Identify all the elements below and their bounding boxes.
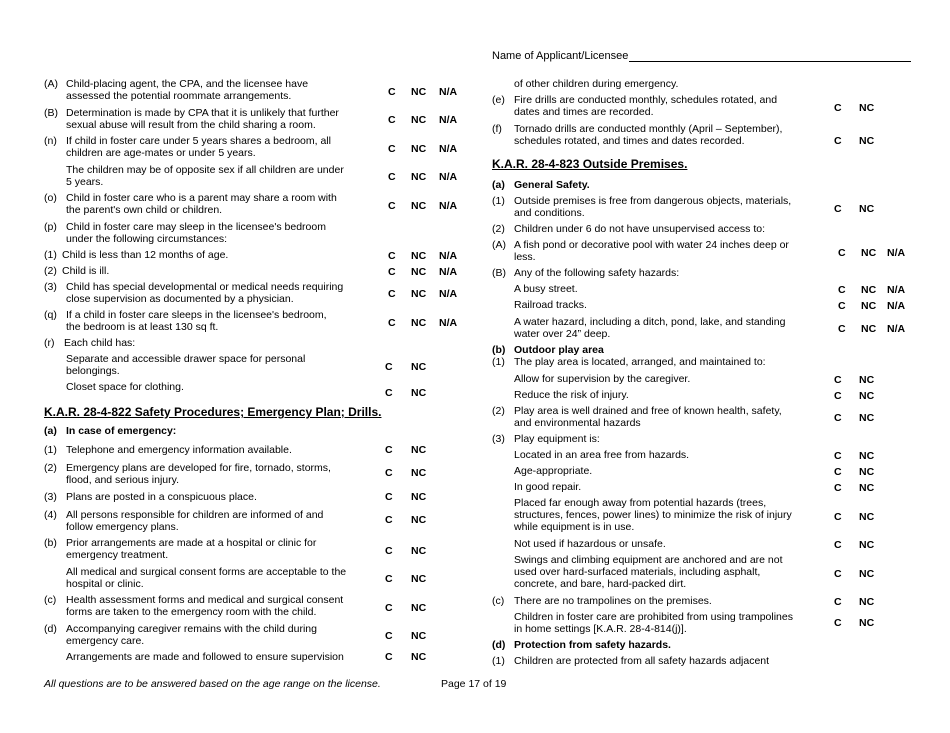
mark-nc[interactable]: NC — [411, 86, 427, 98]
mark-nc[interactable]: NC — [859, 412, 875, 424]
mark-c[interactable]: C — [834, 539, 842, 551]
mark-nc[interactable]: NC — [411, 143, 427, 155]
mark-c[interactable]: C — [385, 467, 393, 479]
mark-nc[interactable]: NC — [411, 630, 427, 642]
mark-nc[interactable]: NC — [411, 573, 427, 585]
mark-nc[interactable]: NC — [411, 491, 427, 503]
mark-nc[interactable]: NC — [411, 361, 427, 373]
mark-c[interactable]: C — [388, 288, 396, 300]
mark-nc[interactable]: NC — [411, 200, 427, 212]
mark-c[interactable]: C — [388, 250, 396, 262]
mark-nc[interactable]: NC — [411, 171, 427, 183]
mark-nc[interactable]: NC — [411, 250, 427, 262]
mark-na[interactable]: N/A — [439, 171, 458, 183]
mark-c[interactable]: C — [385, 444, 393, 456]
mark-c[interactable]: C — [388, 143, 396, 155]
subheading-protection: Protection from safety hazards. — [514, 639, 671, 651]
mark-c[interactable]: C — [838, 323, 846, 335]
subheading-a-text: In case of emergency: — [66, 425, 177, 437]
mark-na[interactable]: N/A — [887, 300, 906, 312]
mark-c[interactable]: C — [388, 114, 396, 126]
mark-c[interactable]: C — [385, 573, 393, 585]
mark-nc[interactable]: NC — [411, 602, 427, 614]
mark-c[interactable]: C — [385, 387, 393, 399]
mark-na[interactable]: N/A — [439, 288, 458, 300]
mark-c[interactable]: C — [838, 300, 846, 312]
mark-c[interactable]: C — [385, 630, 393, 642]
mark-na[interactable]: N/A — [439, 143, 458, 155]
mark-nc[interactable]: NC — [859, 511, 875, 523]
mark-nc[interactable]: NC — [859, 374, 875, 386]
subheading-outdoor-play: Outdoor play area — [514, 344, 604, 356]
mark-nc[interactable]: NC — [859, 450, 875, 462]
mark-na[interactable]: N/A — [439, 317, 458, 329]
mark-c[interactable]: C — [834, 466, 842, 478]
mark-na[interactable]: N/A — [439, 200, 458, 212]
mark-na[interactable]: N/A — [439, 86, 458, 98]
section-heading-823: K.A.R. 28-4-823 Outside Premises. — [492, 157, 688, 171]
mark-c[interactable]: C — [834, 203, 842, 215]
mark-nc[interactable]: NC — [411, 444, 427, 456]
mark-nc[interactable]: NC — [861, 284, 877, 296]
mark-c[interactable]: C — [838, 284, 846, 296]
mark-nc[interactable]: NC — [859, 617, 875, 629]
mark-c[interactable]: C — [385, 651, 393, 663]
mark-c[interactable]: C — [834, 482, 842, 494]
mark-c[interactable]: C — [834, 135, 842, 147]
mark-nc[interactable]: NC — [859, 482, 875, 494]
subheading-general-safety-label: (a) — [492, 179, 505, 191]
mark-c[interactable]: C — [388, 266, 396, 278]
applicant-label: Name of Applicant/Licensee — [492, 50, 629, 62]
subheading-a: (a) — [44, 425, 57, 437]
mark-c[interactable]: C — [388, 86, 396, 98]
mark-nc[interactable]: NC — [859, 466, 875, 478]
mark-nc[interactable]: NC — [411, 514, 427, 526]
mark-c[interactable]: C — [834, 412, 842, 424]
mark-nc[interactable]: NC — [859, 596, 875, 608]
mark-c[interactable]: C — [388, 200, 396, 212]
mark-c[interactable]: C — [834, 511, 842, 523]
mark-nc[interactable]: NC — [859, 102, 875, 114]
mark-nc[interactable]: NC — [861, 247, 877, 259]
mark-c[interactable]: C — [388, 171, 396, 183]
mark-c[interactable]: C — [385, 361, 393, 373]
mark-nc[interactable]: NC — [859, 135, 875, 147]
mark-c[interactable]: C — [385, 514, 393, 526]
mark-nc[interactable]: NC — [411, 651, 427, 663]
mark-na[interactable]: N/A — [887, 247, 906, 259]
mark-c[interactable]: C — [834, 102, 842, 114]
mark-c[interactable]: C — [834, 450, 842, 462]
mark-c[interactable]: C — [385, 545, 393, 557]
mark-c[interactable]: C — [834, 390, 842, 402]
page-number: Page 17 of 19 — [441, 678, 507, 690]
mark-nc[interactable]: NC — [861, 300, 877, 312]
mark-c[interactable]: C — [385, 602, 393, 614]
section-heading-822: K.A.R. 28-4-822 Safety Procedures; Emergency Plan; Drills. — [44, 405, 382, 419]
mark-nc[interactable]: NC — [411, 317, 427, 329]
mark-c[interactable]: C — [388, 317, 396, 329]
mark-nc[interactable]: NC — [859, 539, 875, 551]
mark-nc[interactable]: NC — [411, 545, 427, 557]
mark-nc[interactable]: NC — [859, 390, 875, 402]
mark-nc[interactable]: NC — [411, 387, 427, 399]
mark-na[interactable]: N/A — [439, 250, 458, 262]
mark-nc[interactable]: NC — [411, 467, 427, 479]
applicant-name-field — [492, 50, 911, 62]
mark-na[interactable]: N/A — [887, 284, 906, 296]
applicant-name-line[interactable] — [629, 51, 911, 62]
subheading-protection-label: (d) — [492, 639, 506, 651]
mark-nc[interactable]: NC — [411, 288, 427, 300]
mark-c[interactable]: C — [834, 617, 842, 629]
mark-c[interactable]: C — [834, 596, 842, 608]
mark-c[interactable]: C — [838, 247, 846, 259]
mark-na[interactable]: N/A — [439, 114, 458, 126]
subheading-general-safety: General Safety. — [514, 179, 590, 191]
mark-na[interactable]: N/A — [887, 323, 906, 335]
mark-c[interactable]: C — [834, 568, 842, 580]
footer-note: All questions are to be answered based on the age range on the license. — [44, 678, 381, 690]
mark-na[interactable]: N/A — [439, 266, 458, 278]
mark-nc[interactable]: NC — [859, 568, 875, 580]
mark-c[interactable]: C — [385, 491, 393, 503]
mark-nc[interactable]: NC — [411, 266, 427, 278]
subheading-outdoor-play-label: (b) — [492, 344, 506, 356]
mark-nc[interactable]: NC — [861, 323, 877, 335]
mark-nc[interactable]: NC — [859, 203, 875, 215]
mark-nc[interactable]: NC — [411, 114, 427, 126]
mark-c[interactable]: C — [834, 374, 842, 386]
